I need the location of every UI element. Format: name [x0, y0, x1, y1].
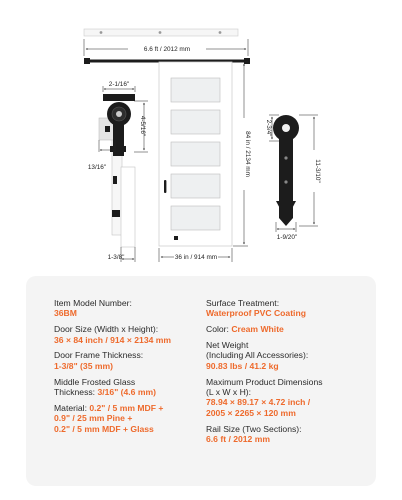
hanger-strap-detail: [273, 115, 299, 226]
barn-door: [159, 62, 232, 246]
door-height-label: 84 in / 2134 mm: [244, 131, 251, 177]
spec-model-number: Item Model Number: 36BM: [54, 298, 132, 319]
strap-length-label: 11-3/10": [314, 159, 321, 183]
door-width-dimension: [159, 248, 232, 262]
strap-bottom-width-label: 1-9/20": [276, 234, 298, 241]
rail-length-dimension: [84, 39, 248, 56]
spec-column-right: [206, 298, 371, 450]
bracket-width-label: 2-1/16": [108, 81, 130, 88]
spec-material: Material: 0.2" / 5 mm MDF + 0.9" / 25 mm Pine + 0.2" / 5 mm MDF + Glass: [54, 402, 164, 434]
spec-net-weight: Net Weight (Including All Accessories): 90.83 lbs / 41.2 kg: [206, 340, 309, 371]
floor-guide: [174, 236, 178, 240]
spec-rail-size: Rail Size (Two Sections): 6.6 ft / 2012 mm: [206, 423, 302, 445]
door-width-label: 36 in / 914 mm: [174, 254, 218, 261]
rail-length-label: 6.6 ft / 2012 mm: [143, 46, 191, 53]
frame-thickness-label: 1-3/8": [107, 254, 125, 261]
spec-column-left: [54, 298, 214, 439]
spec-frame-thickness: Door Frame Thickness: 1-3/8" (35 mm): [54, 350, 144, 371]
spec-panel: [26, 276, 376, 486]
strap-wheel-label: 2-3/4": [265, 119, 272, 137]
door-handle: [164, 180, 166, 193]
spec-surface-treatment: Surface Treatment: Waterproof PVC Coating: [206, 298, 306, 319]
spec-color: Color: Cream White: [206, 324, 284, 335]
hanger-height-label: 4-5/16": [139, 115, 146, 137]
spec-door-size: Door Size (Width x Height): 36 × 84 inch / 914 × 2134 mm: [54, 324, 172, 345]
spec-max-dimensions: Maximum Product Dimensions (L x W x H): 78.94 × 89.17 × 4.72 inch / 2005 × 2265 × 120 mm: [206, 376, 323, 418]
spec-glass-thickness: Middle Frosted Glass Thickness: 3/16" (4.6 mm): [54, 376, 156, 398]
spacer-thickness-label: 13/16": [87, 164, 107, 171]
door-height-dimension: [233, 62, 251, 246]
